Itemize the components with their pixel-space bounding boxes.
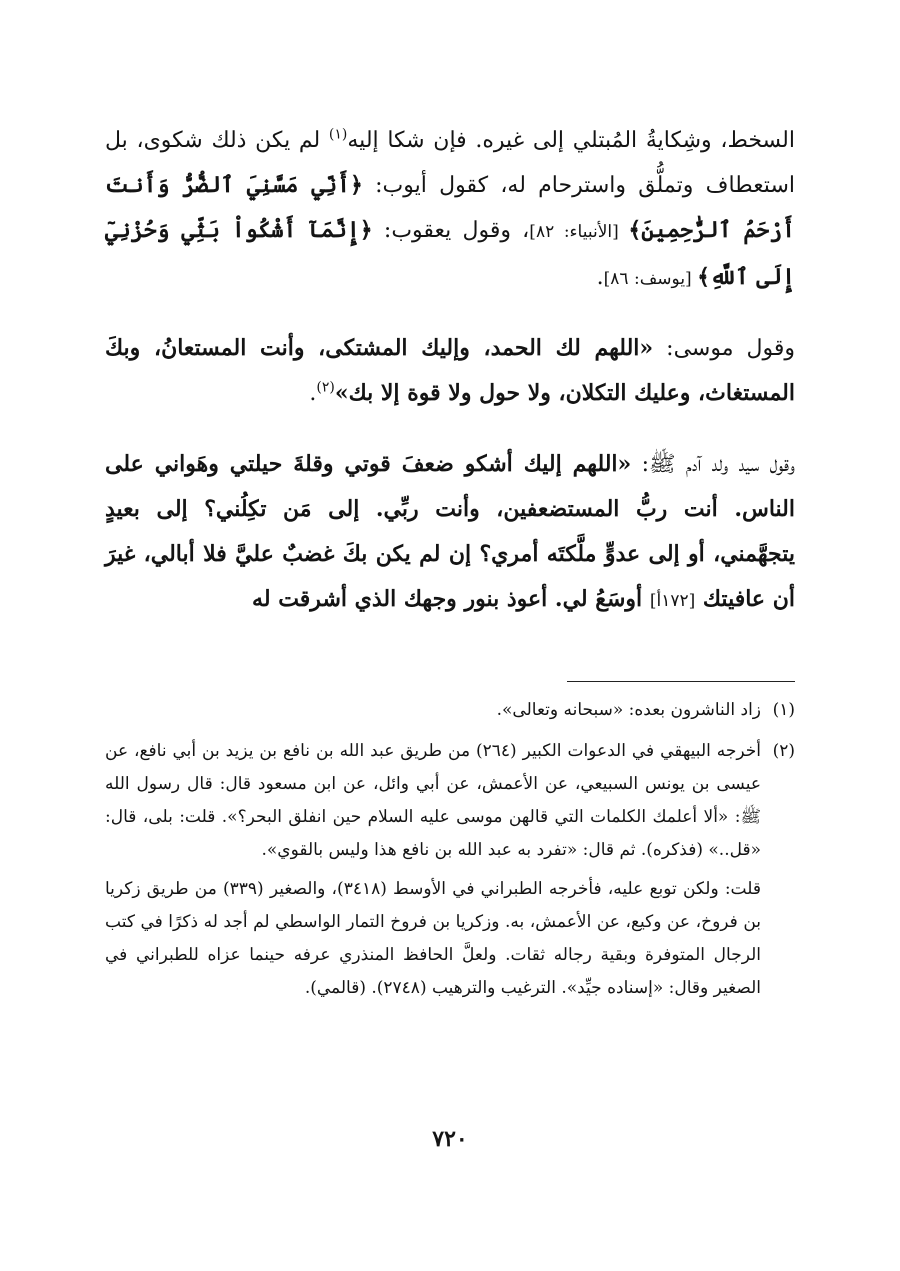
quran-verse-yaqub: ﴿إِنَّمَآ أَشْكُواْ بَثِّي وَحُزْنِيٓ إِلَى ٱللَّهِ﴾ [105, 217, 795, 290]
paragraph-1 [105, 118, 795, 302]
page-number: ٧٢٠ [432, 1126, 468, 1152]
footnote-ref-2: (٢) [316, 379, 335, 396]
musa-supplication: «اللهم لك الحمد، وإليك المشتكى، وأنت المستعانُ، وبكَ المستغاث، وعليك التكلان، ولا حول ولا قوة إلا بك» [105, 335, 795, 406]
footnote-2-number: (٢) [772, 741, 795, 761]
prophet-supplication-a: «اللهم إليك أشكو ضعفَ قوتي وقلةَ حيلتي وهَواني على الناس. أنت ربُّ المستضعفين، وأنت ربِّي. إلى مَن تكِلُني؟ إلى بعيدٍ يتجهَّمني، أو إلى عدوٍّ ملَّكتَه أمري؟ إن لم يكن بكَ غضبٌ عليَّ فلا أبالي، غيرَ أن عافيتك [105, 451, 795, 612]
footnote-ref-1: (١) [328, 126, 348, 143]
footnote-divider [567, 681, 795, 682]
footnotes [105, 694, 795, 1005]
paragraph-2 [105, 326, 795, 416]
verse-reference-anbiya: [الأنبياء: ٨٢] [529, 222, 629, 242]
paragraph-1-text-c: ، وقول يعقوب: [372, 218, 530, 243]
paragraph-2-text-b: . [309, 381, 317, 406]
paragraph-3-text-a: وقول سيد ولد آدم ﷺ: [631, 452, 795, 477]
paragraph-1-text-d: . [596, 265, 604, 290]
paragraph-1-text-a: السخط، وشِكايةُ المُبتلي إلى غيره. فإن شكا إليه [347, 128, 795, 153]
prophet-supplication-b: أوسَعُ لي. أعوذ بنور وجهك الذي أشرقت له [252, 586, 650, 612]
paragraph-2-text-a: وقول موسى: [653, 336, 796, 361]
paragraph-3 [105, 442, 795, 624]
manuscript-page-marker: [١٧٢أ] [649, 591, 696, 611]
footnote-1-number: (١) [772, 700, 795, 720]
verse-reference-yusuf: [يوسف: ٨٦] [603, 269, 698, 289]
footnote-1-text: زاد الناشرون بعده: «سبحانه وتعالى». [496, 700, 761, 720]
quran-verse-ayyub: ﴿أَنِّي مَسَّنِيَ ٱلضُّرُّ وَأَنتَ أَرْحَمُ ٱلرَّٰحِمِينَ﴾ [105, 172, 795, 243]
paragraph-1-text-b: لم يكن ذلك شكوى، بل استعطاف وتملُّق واسترحام له، كقول أيوب: [105, 128, 795, 198]
footnote-1 [105, 694, 795, 727]
footnote-2 [105, 735, 795, 867]
footnote-2-text: أخرجه البيهقي في الدعوات الكبير (٢٦٤) من طريق عبد الله بن نافع بن يزيد بن أبي نافع، عن عيسى بن يونس السبيعي، عن الأعمش، عن أبي وائل، عن ابن مسعود قال: قال رسول الله ﷺ: «ألا أعلمك الكلمات التي قالهن موسى عليه السلام حين انفلق البحر؟». قلت: بلى، قال: «قل..» (فذكره). ثم قال: «تفرد به عبد الله بن نافع هذا وليس بالقوي». [105, 741, 762, 860]
footnote-2-continuation: قلت: ولكن توبع عليه، فأخرجه الطبراني في الأوسط (٣٤١٨)، والصغير (٣٣٩) من طريق زكريا بن فروخ، عن وكيع، عن الأعمش، به. وزكريا بن فروخ التمار الواسطي لم أجد له ذكرًا في كتب الرجال المتوفرة وبقية رجاله ثقات. ولعلَّ الحافظ المنذري عرفه حينما عزاه للطبراني في الصغير وقال: «إسناده جيِّد». الترغيب والترهيب (٢٧٤٨). (قالمي). [105, 879, 762, 998]
main-text [105, 118, 795, 624]
